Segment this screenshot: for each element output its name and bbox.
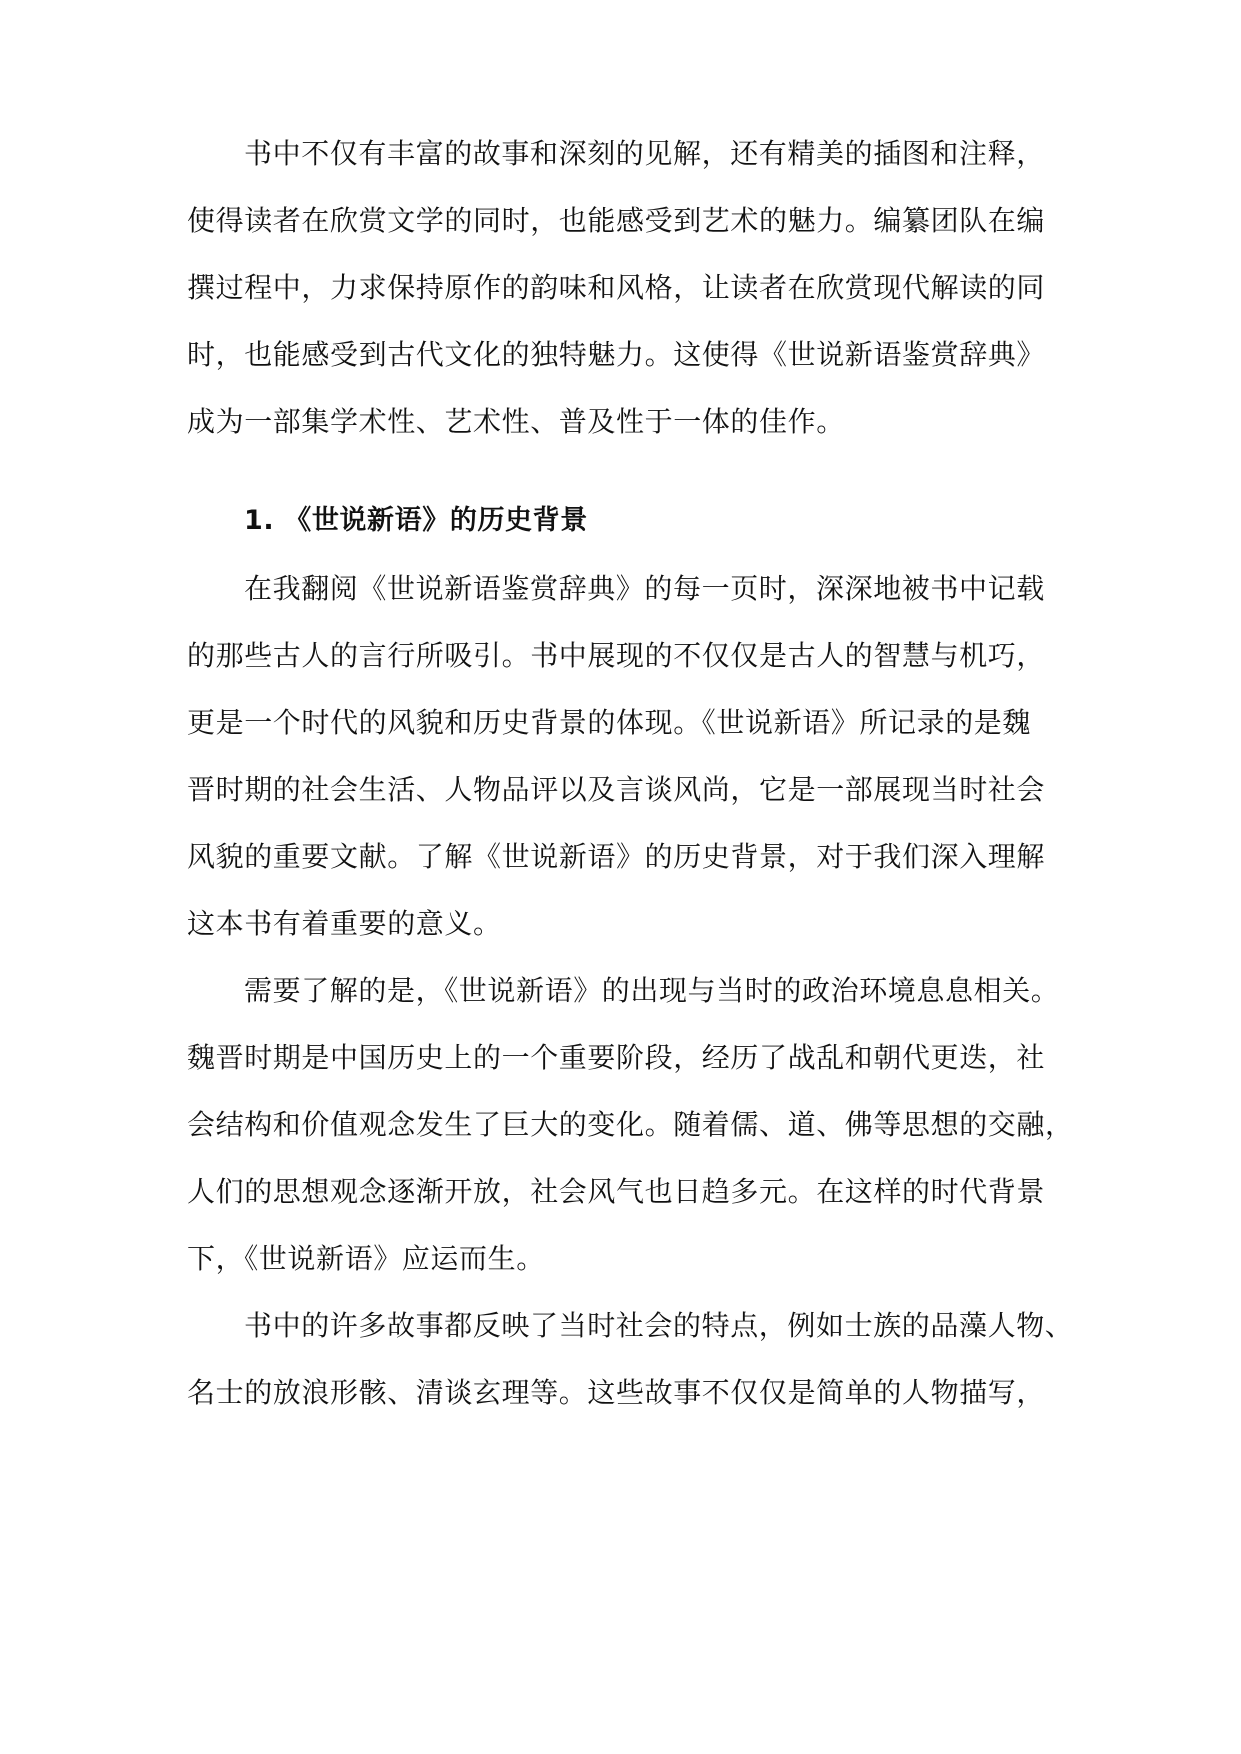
paragraph-2-line-6: 这本书有着重要的意义。 bbox=[187, 907, 502, 940]
paragraph-1-line-2: 使得读者在欣赏文学的同时，也能感受到艺术的魅力。编纂团队在编 bbox=[187, 204, 1046, 237]
paragraph-2-line-4: 晋时期的社会生活、人物品评以及言谈风尚，它是一部展现当时社会 bbox=[187, 773, 1046, 806]
paragraph-2-line-5: 风貌的重要文献。了解《世说新语》的历史背景，对于我们深入理解 bbox=[187, 840, 1046, 873]
paragraph-1-line-5: 成为一部集学术性、艺术性、普及性于一体的佳作。 bbox=[187, 405, 845, 438]
paragraph-1-line-4: 时，也能感受到古代文化的独特魅力。这使得《世说新语鉴赏辞典》 bbox=[187, 338, 1046, 371]
paragraph-2-line-3: 更是一个时代的风貌和历史背景的体现。《世说新语》所记录的是魏 bbox=[187, 706, 1032, 739]
paragraph-3-line-4: 人们的思想观念逐渐开放，社会风气也日趋多元。在这样的时代背景 bbox=[187, 1175, 1046, 1208]
paragraph-1-line-3: 撰过程中，力求保持原作的韵味和风格，让读者在欣赏现代解读的同 bbox=[187, 271, 1046, 304]
section-heading: 1. 《世说新语》的历史背景 bbox=[244, 505, 588, 536]
paragraph-3-line-1: 需要了解的是，《世说新语》的出现与当时的政治环境息息相关。 bbox=[244, 974, 1060, 1007]
paragraph-1-line-1: 书中不仅有丰富的故事和深刻的见解，还有精美的插图和注释， bbox=[244, 137, 1045, 170]
paragraph-3-line-2: 魏晋时期是中国历史上的一个重要阶段，经历了战乱和朝代更迭，社 bbox=[187, 1041, 1046, 1074]
paragraph-3-line-3: 会结构和价值观念发生了巨大的变化。随着儒、道、佛等思想的交融， bbox=[187, 1108, 1074, 1141]
paragraph-2-line-1: 在我翻阅《世说新语鉴赏辞典》的每一页时，深深地被书中记载 bbox=[244, 572, 1045, 605]
paragraph-4-line-1: 书中的许多故事都反映了当时社会的特点，例如士族的品藻人物、 bbox=[244, 1309, 1074, 1342]
paragraph-4-line-2: 名士的放浪形骸、清谈玄理等。这些故事不仅仅是简单的人物描写， bbox=[187, 1376, 1046, 1409]
paragraph-3-line-5: 下，《世说新语》应运而生。 bbox=[187, 1242, 545, 1275]
paragraph-2-line-2: 的那些古人的言行所吸引。书中展现的不仅仅是古人的智慧与机巧， bbox=[187, 639, 1046, 672]
